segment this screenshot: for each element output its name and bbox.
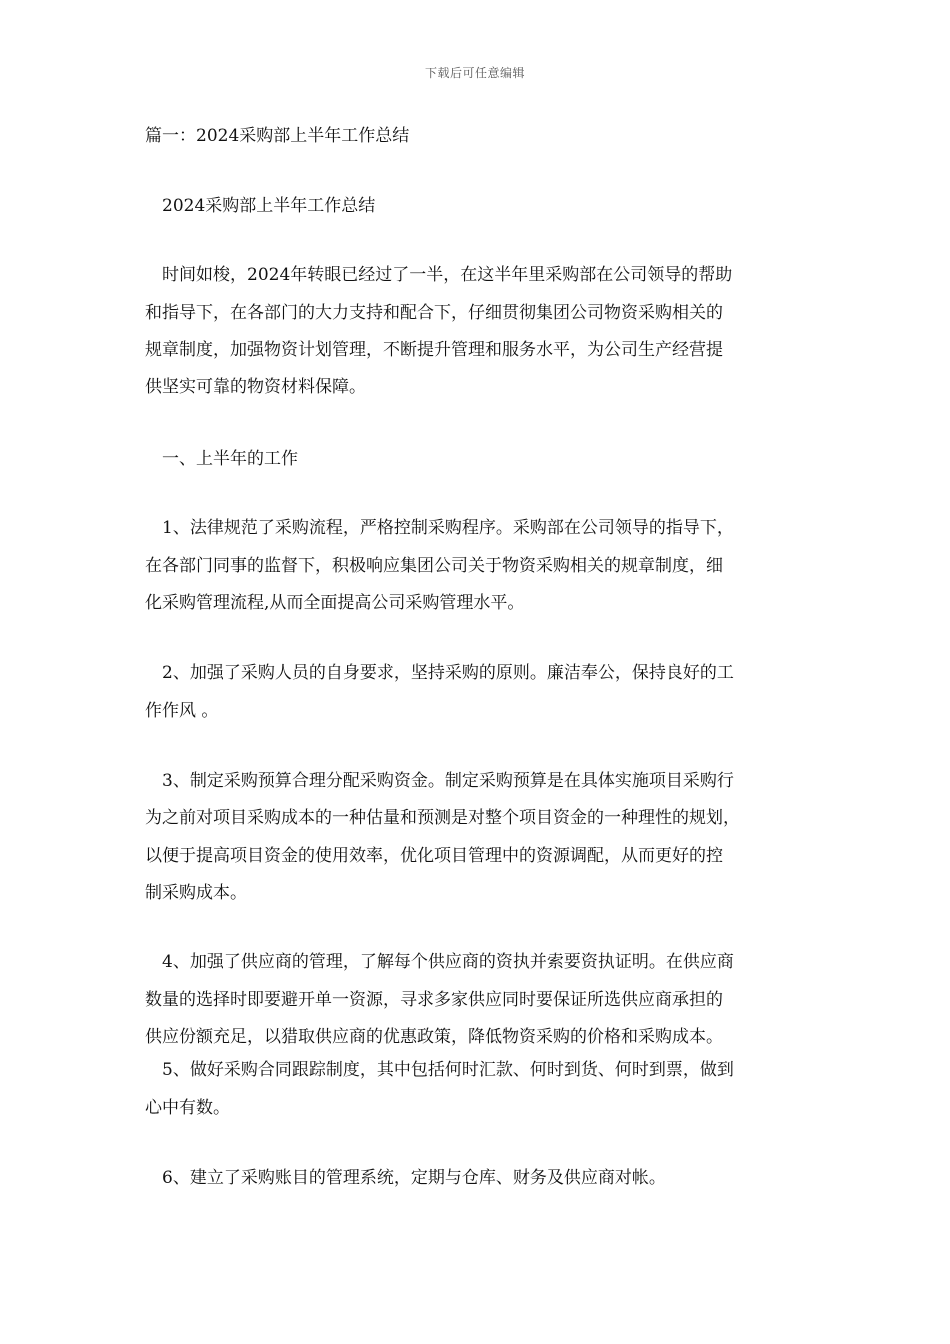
document-title: 篇一：2024采购部上半年工作总结 — [145, 126, 410, 146]
item-line: 数量的选择时即要避开单一资源，寻求多家供应同时要保证所选供应商承担的 — [145, 990, 723, 1010]
item-line: 4、加强了供应商的管理，了解每个供应商的资执并索要资执证明。在供应商 — [162, 952, 734, 972]
intro-line: 供坚实可靠的物资材料保障。 — [145, 377, 366, 397]
item-line: 6、建立了采购账目的管理系统，定期与仓库、财务及供应商对帐。 — [162, 1168, 666, 1188]
item-line: 作作风 。 — [145, 701, 219, 721]
item-line: 供应份额充足，以猎取供应商的优惠政策，降低物资采购的价格和采购成本。 — [145, 1027, 723, 1047]
intro-line: 和指导下，在各部门的大力支持和配合下，仔细贯彻集团公司物资采购相关的 — [145, 303, 723, 323]
item-line: 以便于提高项目资金的使用效率，优化项目管理中的资源调配，从而更好的控 — [145, 846, 723, 866]
intro-line: 规章制度，加强物资计划管理，不断提升管理和服务水平，为公司生产经营提 — [145, 340, 723, 360]
item-line: 2、加强了采购人员的自身要求，坚持采购的原则。廉洁奉公，保持良好的工 — [162, 663, 734, 683]
item-line: 3、制定采购预算合理分配采购资金。制定采购预算是在具体实施项目采购行 — [162, 771, 734, 791]
subtitle: 2024采购部上半年工作总结 — [162, 196, 376, 216]
page-header: 下载后可任意编辑 — [424, 66, 525, 80]
item-line: 心中有数。 — [145, 1098, 230, 1118]
item-line: 5、做好采购合同跟踪制度，其中包括何时汇款、何时到货、何时到票，做到 — [162, 1060, 734, 1080]
section-heading: 一、上半年的工作 — [162, 449, 298, 469]
intro-line: 时间如梭，2024年转眼已经过了一半，在这半年里采购部在公司领导的帮助 — [162, 265, 733, 285]
item-line: 在各部门同事的监督下，积极响应集团公司关于物资采购相关的规章制度，细 — [145, 556, 723, 576]
item-line: 1、法律规范了采购流程，严格控制采购程序。采购部在公司领导的指导下， — [162, 518, 734, 538]
item-line: 为之前对项目采购成本的一种估量和预测是对整个项目资金的一种理性的规划， — [145, 808, 740, 828]
item-line: 化采购管理流程,从而全面提高公司采购管理水平。 — [145, 593, 525, 613]
item-line: 制采购成本。 — [145, 883, 247, 903]
